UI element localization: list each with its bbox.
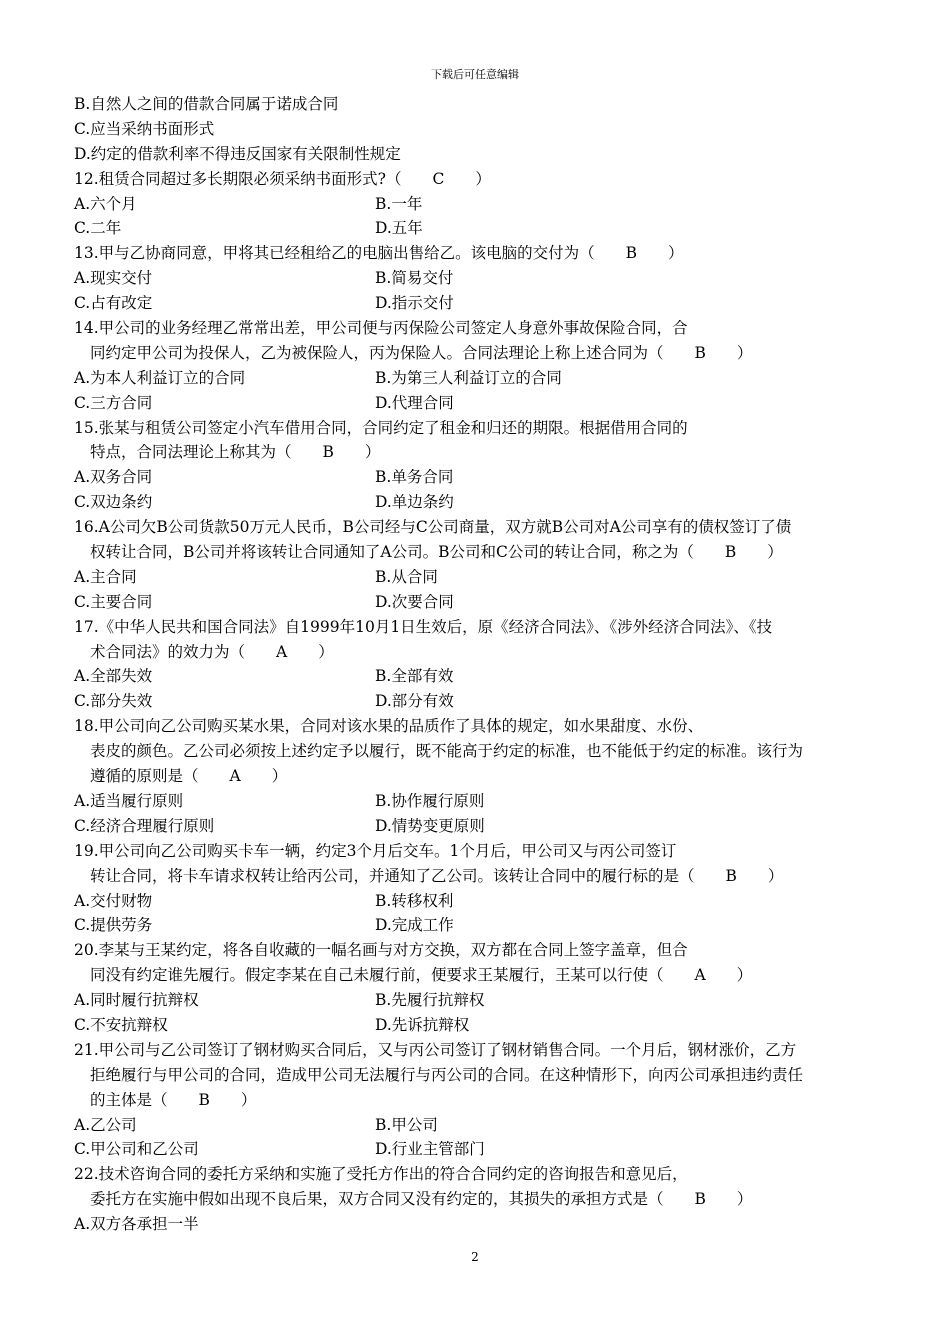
question-stem: 18.甲公司向乙公司购买某水果，合同对该水果的品质作了具体的规定，如水果甜度、水份、	[74, 717, 704, 736]
answer-option: B.简易交付	[375, 269, 454, 288]
answer-option: A.现实交付	[74, 269, 153, 288]
question-block	[74, 938, 914, 1038]
question-block	[74, 416, 914, 516]
question-stem-continued: 遵循的原则是（ A ）	[90, 767, 288, 786]
question-block	[74, 167, 914, 242]
question-stem: 14.甲公司的业务经理乙常常出差，甲公司便与丙保险公司签定人身意外事故保险合同，合	[74, 319, 688, 338]
answer-option: A.主合同	[74, 567, 137, 586]
answer-option: B.协作履行原则	[375, 791, 485, 810]
answer-option: C.应当采纳书面形式	[74, 119, 215, 138]
answer-option: A.双务合同	[74, 468, 153, 487]
answer-option: A.全部失效	[74, 667, 153, 686]
question-stem: 16.A公司欠B公司货款50万元人民币，B公司经与C公司商量，双方就B公司对A公司享有的债权签订了债	[74, 518, 792, 537]
answer-option: A.交付财物	[74, 891, 153, 910]
answer-option: A.为本人利益订立的合同	[74, 368, 246, 387]
question-stem-continued: 权转让合同，B公司并将该转让合同通知了A公司。B公司和C公司的转让合同，称之为（ B ）	[90, 543, 783, 562]
answer-option: D.情势变更原则	[375, 816, 485, 835]
answer-option: C.双边条约	[74, 493, 153, 512]
option-row	[74, 1013, 914, 1038]
question-stem-continued: 术合同法》的效力为（ A ）	[90, 642, 334, 661]
question-stem-continued: 同约定甲公司为投保人，乙为被保险人，丙为保险人。合同法理论上称上述合同为（ B ）	[90, 343, 753, 362]
question-stem-continued: 表皮的颜色。乙公司必须按上述约定予以履行，既不能高于约定的标准，也不能低于约定的标准。该行为	[90, 742, 804, 761]
option-row	[74, 1113, 914, 1138]
answer-option: C.部分失效	[74, 692, 153, 711]
option-row	[74, 216, 914, 241]
question-stem: 22.技术咨询合同的委托方采纳和实施了受托方作出的符合合同约定的咨询报告和意见后，	[74, 1165, 688, 1184]
answer-option: D.次要合同	[375, 592, 454, 611]
answer-option: B.为第三人利益订立的合同	[375, 368, 562, 387]
option-row	[74, 789, 914, 814]
answer-option: B.甲公司	[375, 1115, 438, 1134]
answer-option: D.代理合同	[375, 393, 454, 412]
answer-option: B.转移权利	[375, 891, 454, 910]
question-stem: 20.李某与王某约定，将各自收藏的一幅名画与对方交换，双方都在合同上签字盖章，但合	[74, 941, 688, 960]
option-row	[74, 366, 914, 391]
answer-option: B.自然人之间的借款合同属于诺成合同	[74, 95, 339, 113]
answer-option: C.三方合同	[74, 393, 153, 412]
question-stem: 13.甲与乙协商同意，甲将其已经租给乙的电脑出售给乙。该电脑的交付为（ B ）	[74, 244, 684, 263]
answer-option: A.六个月	[74, 194, 137, 213]
answer-option: A.双方各承担一半	[74, 1215, 199, 1234]
answer-option: B.从合同	[375, 567, 438, 586]
option-row	[74, 913, 914, 938]
answer-option: B.先履行抗辩权	[375, 991, 485, 1010]
question-stem-continued: 转让合同，将卡车请求权转让给丙公司，并通知了乙公司。该转让合同中的履行标的是（ B ）	[90, 866, 784, 885]
option-row	[74, 1212, 914, 1237]
answer-option: D.行业主管部门	[375, 1140, 485, 1159]
question-stem: 19.甲公司向乙公司购买卡车一辆，约定3个月后交车。1个月后，甲公司又与丙公司签订	[74, 841, 677, 860]
answer-option: C.不安抗辩权	[74, 1015, 168, 1034]
document-body	[74, 92, 914, 1237]
answer-option: C.主要合同	[74, 592, 153, 611]
option-row	[74, 590, 914, 615]
question-stem: 15.张某与租赁公司签定小汽车借用合同，合同约定了租金和归还的期限。根据借用合同的	[74, 418, 688, 437]
option-row	[74, 291, 914, 316]
answer-option: C.占有改定	[74, 294, 153, 313]
question-stem-continued: 的主体是（ B ）	[90, 1090, 257, 1109]
question-stem-continued: 委托方在实施中假如出现不良后果，双方合同又没有约定的，其损失的承担方式是（ B ）	[90, 1190, 753, 1209]
option-row	[74, 988, 914, 1013]
question-stem-continued: 拒绝履行与甲公司的合同，造成甲公司无法履行与丙公司的合同。在这种情形下，向丙公司承担违约责任	[90, 1065, 804, 1084]
option-row	[74, 814, 914, 839]
answer-option: C.甲公司和乙公司	[74, 1140, 199, 1159]
answer-option: A.同时履行抗辩权	[74, 991, 199, 1010]
option-row	[74, 192, 914, 217]
option-row	[74, 391, 914, 416]
answer-option: C.二年	[74, 219, 122, 238]
answer-option: C.提供劳务	[74, 916, 153, 935]
question-block	[74, 615, 914, 715]
question-stem-continued: 同没有约定谁先履行。假定李某在自己未履行前，便要求王某履行，王某可以行使（ A ）	[90, 966, 753, 985]
option-row	[74, 664, 914, 689]
page-number: 2	[471, 1250, 479, 1264]
question-stem: 12.租赁合同超过多长期限必须采纳书面形式?（ C ）	[74, 169, 491, 188]
answer-option: D.部分有效	[375, 692, 454, 711]
question-block	[74, 241, 914, 316]
answer-option: B.单务合同	[375, 468, 454, 487]
question-block	[74, 714, 914, 838]
answer-option: C.经济合理履行原则	[74, 816, 215, 835]
answer-option: D.先诉抗辩权	[375, 1015, 470, 1034]
answer-option: D.完成工作	[375, 916, 454, 935]
question-stem: 17.《中华人民共和国合同法》自1999年10月1日生效后，原《经济合同法》、《涉外经济合同法》、《技	[74, 617, 773, 636]
question-block	[74, 316, 914, 416]
option-row	[74, 889, 914, 914]
answer-option: B.一年	[375, 194, 423, 213]
option-row	[74, 1137, 914, 1162]
question-block	[74, 1038, 914, 1162]
option-row	[74, 565, 914, 590]
answer-option: B.全部有效	[375, 667, 454, 686]
answer-option: D.单边条约	[375, 493, 454, 512]
answer-option: D.约定的借款利率不得违反国家有关限制性规定	[74, 144, 401, 163]
option-row	[74, 465, 914, 490]
option-row	[74, 266, 914, 291]
answer-option: A.乙公司	[74, 1115, 137, 1134]
answer-option: D.五年	[375, 219, 423, 238]
question-block	[74, 1162, 914, 1237]
option-row	[74, 689, 914, 714]
answer-option: D.指示交付	[375, 294, 454, 313]
option-row	[74, 490, 914, 515]
question-stem-continued: 特点，合同法理论上称其为（ B ）	[90, 443, 381, 462]
page-header: 下载后可任意编辑	[431, 68, 519, 81]
question-stem: 21.甲公司与乙公司签订了钢材购买合同后，又与丙公司签订了钢材销售合同。一个月后，钢材涨价，乙方	[74, 1040, 797, 1059]
question-block	[74, 515, 914, 615]
answer-option: A.适当履行原则	[74, 791, 184, 810]
question-block	[74, 839, 914, 939]
